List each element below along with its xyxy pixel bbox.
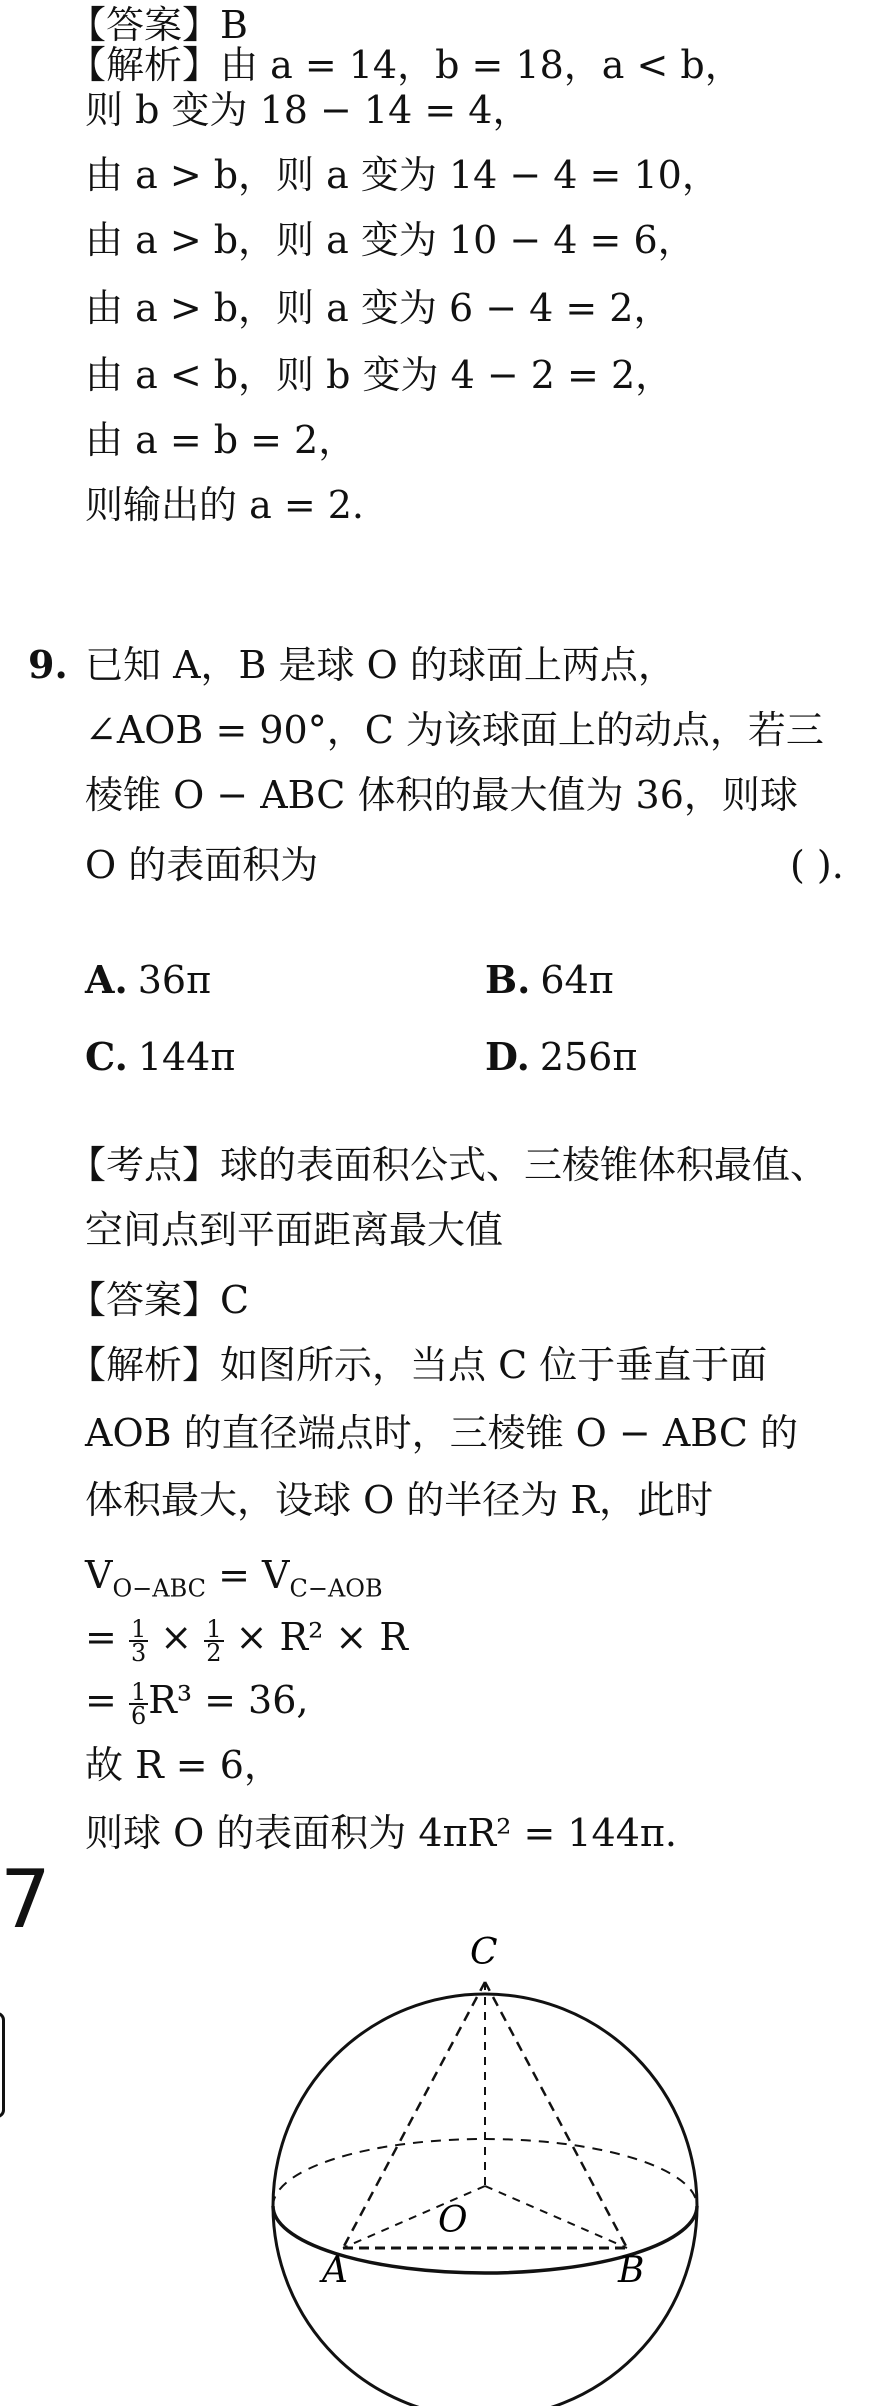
frac1-den: 3 [130,1638,147,1667]
formula-line2-pre: = [85,1615,117,1659]
solution-answer-line: 【答案】C [68,1278,250,1322]
fraction-one-half [204,1614,223,1667]
prev-analysis-line-6: 由 a = b = 2， [85,418,357,462]
frac3-num: 1 [130,1677,147,1706]
formula-line-2 [85,1612,408,1667]
prev-analysis-line-7: 则输出的 a = 2. [85,483,364,527]
frac2-den: 2 [206,1638,222,1667]
solution-analysis-line-2: 体积最大，设球 O 的半径为 R，此时 [85,1478,714,1522]
fraction-one-third [129,1614,148,1667]
choice-c-letter: C. [85,1034,128,1079]
solution-final-line: 则球 O 的表面积为 4πR² = 144π. [85,1811,677,1855]
formula-line3-post: R³ = 36, [148,1678,309,1722]
question-number: 9. [28,642,68,687]
sphere-figure [0,1886,887,2406]
label-b: B [618,2250,645,2291]
prev-analysis-line-0: 【解析】由 a = 14，b = 18，a < b， [68,43,743,87]
choice-c [85,1032,235,1082]
sphere-outline [273,1994,697,2406]
choice-d-text: 256π [539,1035,638,1079]
choice-a-text: 36π [137,958,212,1002]
formula-eq: = V [206,1553,290,1597]
label-o: O [438,2200,468,2241]
choice-b-text: 64π [540,958,614,1002]
label-a: A [322,2250,348,2291]
solution-r-line: 故 R = 6， [85,1743,282,1787]
choice-b [485,955,614,1005]
formula-line-3 [85,1675,309,1730]
choice-b-letter: B. [485,957,531,1002]
label-c: C [470,1932,498,1973]
choice-d [485,1032,637,1082]
fraction-one-sixth [129,1677,148,1730]
formula-line3-pre: = [85,1678,117,1722]
formula-line-1 [85,1550,383,1614]
prev-analysis-line-1: 则 b 变为 18 − 14 = 4， [85,88,531,132]
solution-analysis-line-1: AOB 的直径端点时，三棱锥 O − ABC 的 [85,1411,799,1455]
prev-analysis-line-5: 由 a < b，则 b 变为 4 − 2 = 2， [85,353,674,397]
solution-analysis-line-0: 【解析】如图所示，当点 C 位于垂直于面 [68,1343,768,1387]
edge-ob [485,2186,627,2248]
times-sign: × [148,1615,205,1659]
frac3-den: 6 [130,1701,147,1730]
question-line-2: 棱锥 O − ABC 体积的最大值为 36，则球 [85,773,798,817]
formula-sub-2: C−AOB [289,1574,383,1603]
kaodian-line-0: 【考点】球的表面积公式、三棱锥体积最值、 [68,1143,829,1187]
prev-analysis-line-3: 由 a > b，则 a 变为 10 − 4 = 6， [85,218,696,262]
question-line-1: ∠AOB = 90°，C 为该球面上的动点，若三 [85,708,824,752]
edge-page-mark: 7 [0,1853,51,1946]
question-line-0: 已知 A，B 是球 O 的球面上两点， [85,643,676,687]
question-line-3: O 的表面积为 [85,843,319,887]
frac1-num: 1 [130,1614,147,1643]
answer-blank: ( ). [790,843,844,887]
formula-sub-1: O−ABC [112,1574,207,1603]
frac2-num: 1 [206,1614,222,1643]
choice-d-letter: D. [485,1034,530,1079]
choice-a [85,955,211,1005]
kaodian-line-1: 空间点到平面距离最大值 [85,1208,504,1252]
prev-analysis-line-2: 由 a > b，则 a 变为 14 − 4 = 10， [85,153,720,197]
choice-a-letter: A. [85,957,128,1002]
prev-answer-line: 【答案】B [68,3,248,47]
edge-cb [485,1982,627,2248]
choice-c-text: 144π [137,1035,236,1079]
formula-line2-post: × R² × R [223,1615,408,1659]
formula-v: V [85,1553,113,1597]
prev-analysis-line-4: 由 a > b，则 a 变为 6 − 4 = 2， [85,286,672,330]
